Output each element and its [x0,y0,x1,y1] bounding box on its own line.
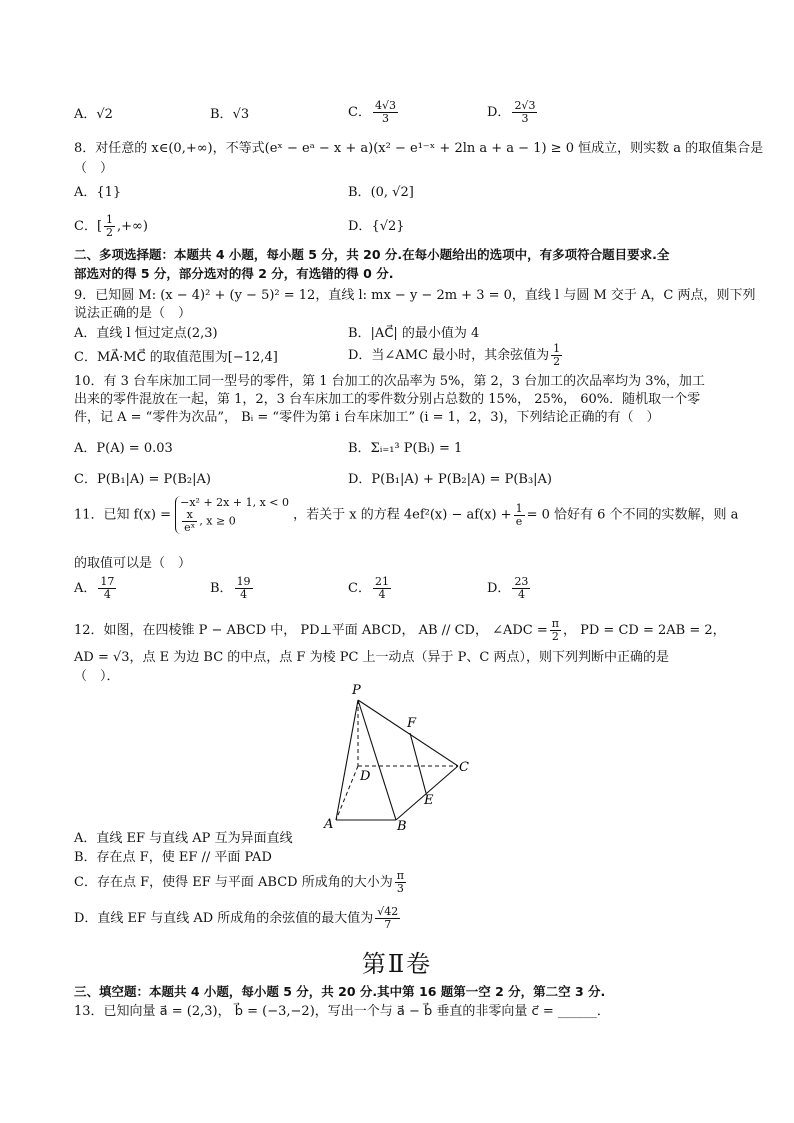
q8-stem: 8．对任意的 x∈(0,+∞)，不等式(eˣ − eᵃ − x + a)(x² − e¹⁻ˣ + 2ln a + a − 1) ≥ 0 恒成立，则实数 a 的取值集合是 [74,141,764,156]
section2-heading-line2: 部选对的得 5 分，部分选对的得 2 分，有选错的得 0 分. [74,266,394,281]
q7-option-d: D． $\frac{2√3}{3}$ [487,99,536,125]
q12-stem-line1: 12．如图，在四棱锥 P − ABCD 中， PD⊥平面 ABCD， AB // CD， ∠ADC = $\frac{\pi}{2}$ ， PD = CD = 2AB = 2， [74,617,726,643]
q12-stem-line2: AD = √3，点 E 为边 BC 的中点，点 F 为棱 PC 上一动点（异于 P、C 两点），则下列判断中正确的是 [74,650,669,665]
q10-option-b: B．Σᵢ₌₁³ P(Bᵢ) = 1 [348,441,463,456]
q8-option-a: A．{1} [74,185,122,200]
q12-option-b: B．存在点 F，使 EF // 平面 PAD [74,850,272,865]
section3-heading: 三、填空题：本题共 4 小题，每小题 5 分，共 20 分.其中第 16 题第一空 2 分，第二空 3 分. [74,984,606,999]
q7-option-b: B．√3 [210,107,250,122]
q11-option-d: D． $\frac{23}{4}$ [487,575,529,601]
q12-stem-line3: （ ）． [74,669,120,684]
q9-stem-line1: 9．已知圆 M: (x − 4)² + (y − 5)² = 12，直线 l: mx − y − 2m + 3 = 0，直线 l 与圆 M 交于 A，C 两点，则下列 [74,288,756,303]
q8-option-b: B．(0, √2] [348,185,414,200]
q10-option-c: C．P(B₁|A) = P(B₂|A) [74,472,211,487]
volume-title: 第Ⅱ卷 [361,950,433,978]
q11-option-b: B． $\frac{19}{4}$ [210,575,251,601]
q10-option-d: D．P(B₁|A) + P(B₂|A) = P(B₃|A) [348,472,553,487]
q12-option-d: D．直线 EF 与直线 AD 所成角的余弦值的最大值为 $\frac{√42}{7}$ [74,905,399,931]
pyramid-figure [318,680,488,832]
edge-DA [336,766,358,820]
label-A: A [324,817,334,832]
q7-option-c: C． $\frac{4√3}{3}$ [348,99,396,125]
q9-option-a: A．直线 l 恒过定点(2,3) [74,326,218,341]
q11-piecewise: −x² + 2x + 1, x < 0 $\frac{x}{\text{eˣ}}$ , x ≥ 0 [175,496,289,534]
q11-stem-line1: 11．已知 f(x) = −x² + 2x + 1, x < 0 $\frac{x}{\text{eˣ}}$ , x ≥ 0 ，若关于 x 的方程 4ef²(x) − af(x) + $\frac{1}{e}$ = 0 恰好有 6 个不同的实数解，则 a [74,496,739,534]
q11-stem-line2: 的取值可以是（ ） [74,556,192,571]
q13-stem: 13．已知向量 a⃗ = (2,3)， b⃗ = (−3,−2)，写出一个与 a⃗ − b⃗ 垂直的非零向量 c⃗ = ______． [74,1004,610,1019]
label-P: P [352,683,361,698]
q8-option-d: D．{√2} [348,219,405,234]
q8-option-c: C．[ $\frac{1}{2}$ ,+∞) [74,213,148,239]
label-D: D [360,769,371,784]
q12-option-a: A．直线 EF 与直线 AP 互为异面直线 [74,831,293,846]
q12-option-c: C．存在点 F，使得 EF 与平面 ABCD 所成角的大小为 $\frac{\pi}{3}$ [74,869,404,895]
q8-paren: （ ） [74,161,114,176]
q9-option-c: C．MA⃗·MC⃗ 的取值范围为[−12,4] [74,350,278,365]
q11-option-a: A． $\frac{17}{4}$ [74,575,115,601]
q10-stem-line2: 出来的零件混放在一起，第 1，2，3 台车床加工的零件数分别占总数的 15%， 25%， 60%．随机取一个零 [74,392,701,407]
label-E: E [424,793,434,808]
edge-PB [358,700,396,820]
q9-stem-line2: 说法正确的是（ ） [74,306,192,321]
label-B: B [397,819,407,832]
q7-option-a: A．√2 [74,107,113,122]
q10-option-a: A．P(A) = 0.03 [74,441,173,456]
label-C: C [459,760,469,775]
q11-option-c: C． $\frac{21}{4}$ [348,575,389,601]
edge-PC [358,700,458,766]
section2-heading-line1: 二、多项选择题：本题共 4 小题，每小题 5 分，共 20 分.在每小题给出的选项中，有多项符合题目要求.全 [74,247,670,262]
label-F: F [407,716,417,731]
q9-option-b: B．|AC⃗| 的最小值为 4 [348,326,480,341]
edge-PA [336,700,358,820]
q10-stem-line3: 件，记 A = “零件为次品”， Bᵢ = “零件为第 i 台车床加工” (i = 1，2，3)，下列结论正确的有（ ） [74,410,660,425]
q9-option-d: D．当∠AMC 最小时，其余弦值为 $\frac{1}{2}$ [348,342,561,368]
segment-FE [410,733,426,793]
q10-stem-line1: 10．有 3 台车床加工同一型号的零件，第 1 台加工的次品率为 5%，第 2，3 台加工的次品率均为 3%，加工 [74,374,705,389]
